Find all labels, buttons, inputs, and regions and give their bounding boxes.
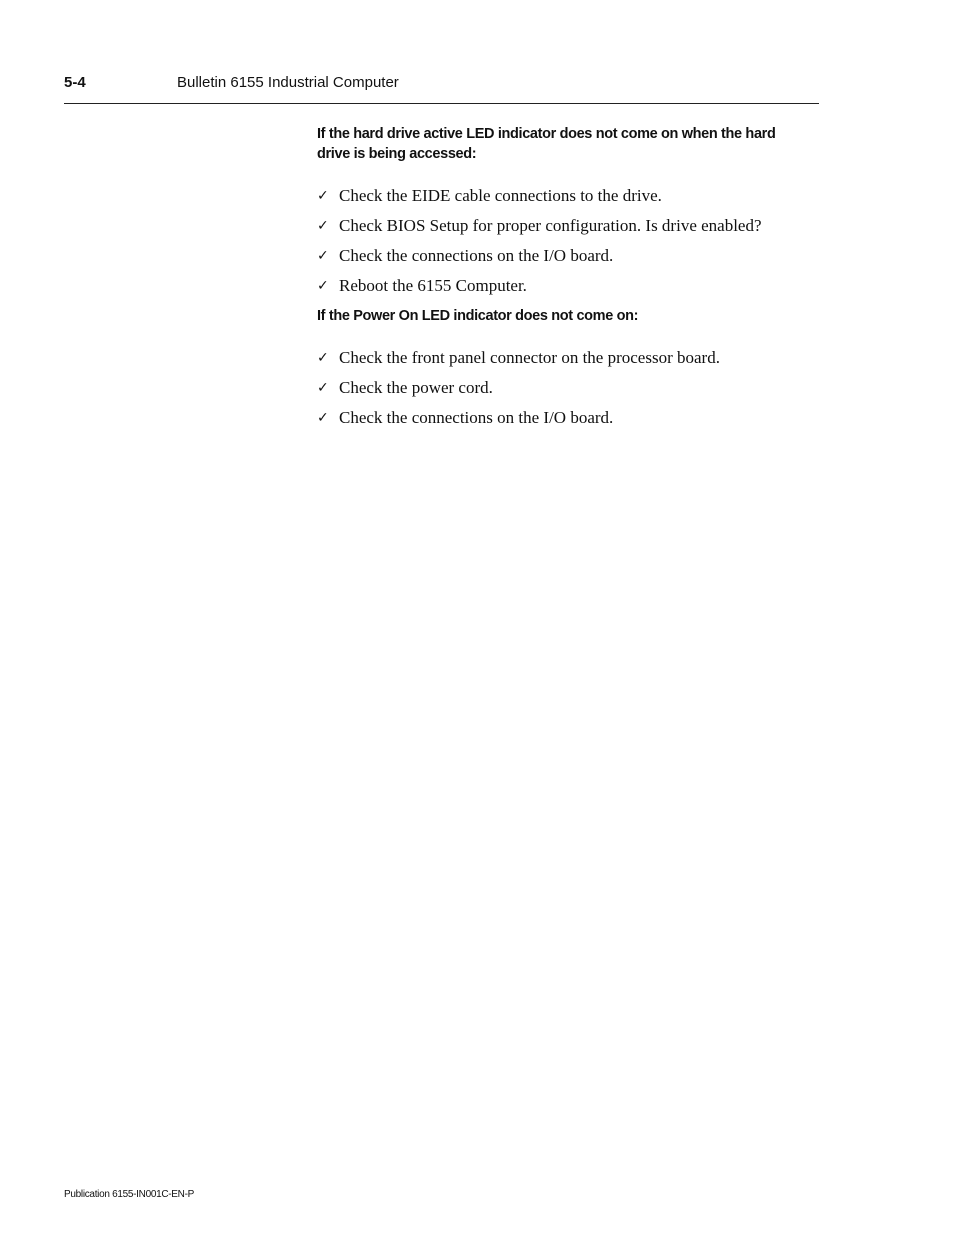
list-item xyxy=(317,216,807,236)
list-item-text: Check the connections on the I/O board. xyxy=(339,246,614,265)
section-heading-hard-drive-led: If the hard drive active LED indicator does not come on when the hard drive is being accessed: xyxy=(317,126,776,162)
list-item xyxy=(317,276,807,296)
list-item-text: Check the connections on the I/O board. xyxy=(339,408,614,427)
checkmark-icon: ✓ xyxy=(317,248,329,264)
list-item-text: Check the EIDE cable connections to the drive. xyxy=(339,186,662,205)
list-item xyxy=(317,186,807,206)
header-divider xyxy=(64,103,819,104)
list-item-text: Reboot the 6155 Computer. xyxy=(339,276,527,295)
checkmark-icon: ✓ xyxy=(317,218,329,234)
power-on-led-checklist xyxy=(317,348,807,428)
page-header xyxy=(64,74,819,94)
document-title: Bulletin 6155 Industrial Computer xyxy=(177,74,399,91)
section-heading-power-on-led: If the Power On LED indicator does not come on: xyxy=(317,308,639,324)
checkmark-icon: ✓ xyxy=(317,278,329,294)
publication-footer: Publication 6155-IN001C-EN-P xyxy=(64,1189,195,1200)
list-item-text: Check BIOS Setup for proper configuration. Is drive enabled? xyxy=(339,216,762,235)
troubleshooting-content xyxy=(317,124,807,438)
list-item xyxy=(317,378,807,398)
checkmark-icon: ✓ xyxy=(317,410,329,426)
checkmark-icon: ✓ xyxy=(317,380,329,396)
hard-drive-led-checklist xyxy=(317,186,807,296)
list-item xyxy=(317,246,807,266)
list-item xyxy=(317,348,807,368)
list-item-text: Check the power cord. xyxy=(339,378,493,397)
list-item xyxy=(317,408,807,428)
checkmark-icon: ✓ xyxy=(317,350,329,366)
checkmark-icon: ✓ xyxy=(317,188,329,204)
page-number: 5-4 xyxy=(64,74,86,91)
list-item-text: Check the front panel connector on the processor board. xyxy=(339,348,720,367)
